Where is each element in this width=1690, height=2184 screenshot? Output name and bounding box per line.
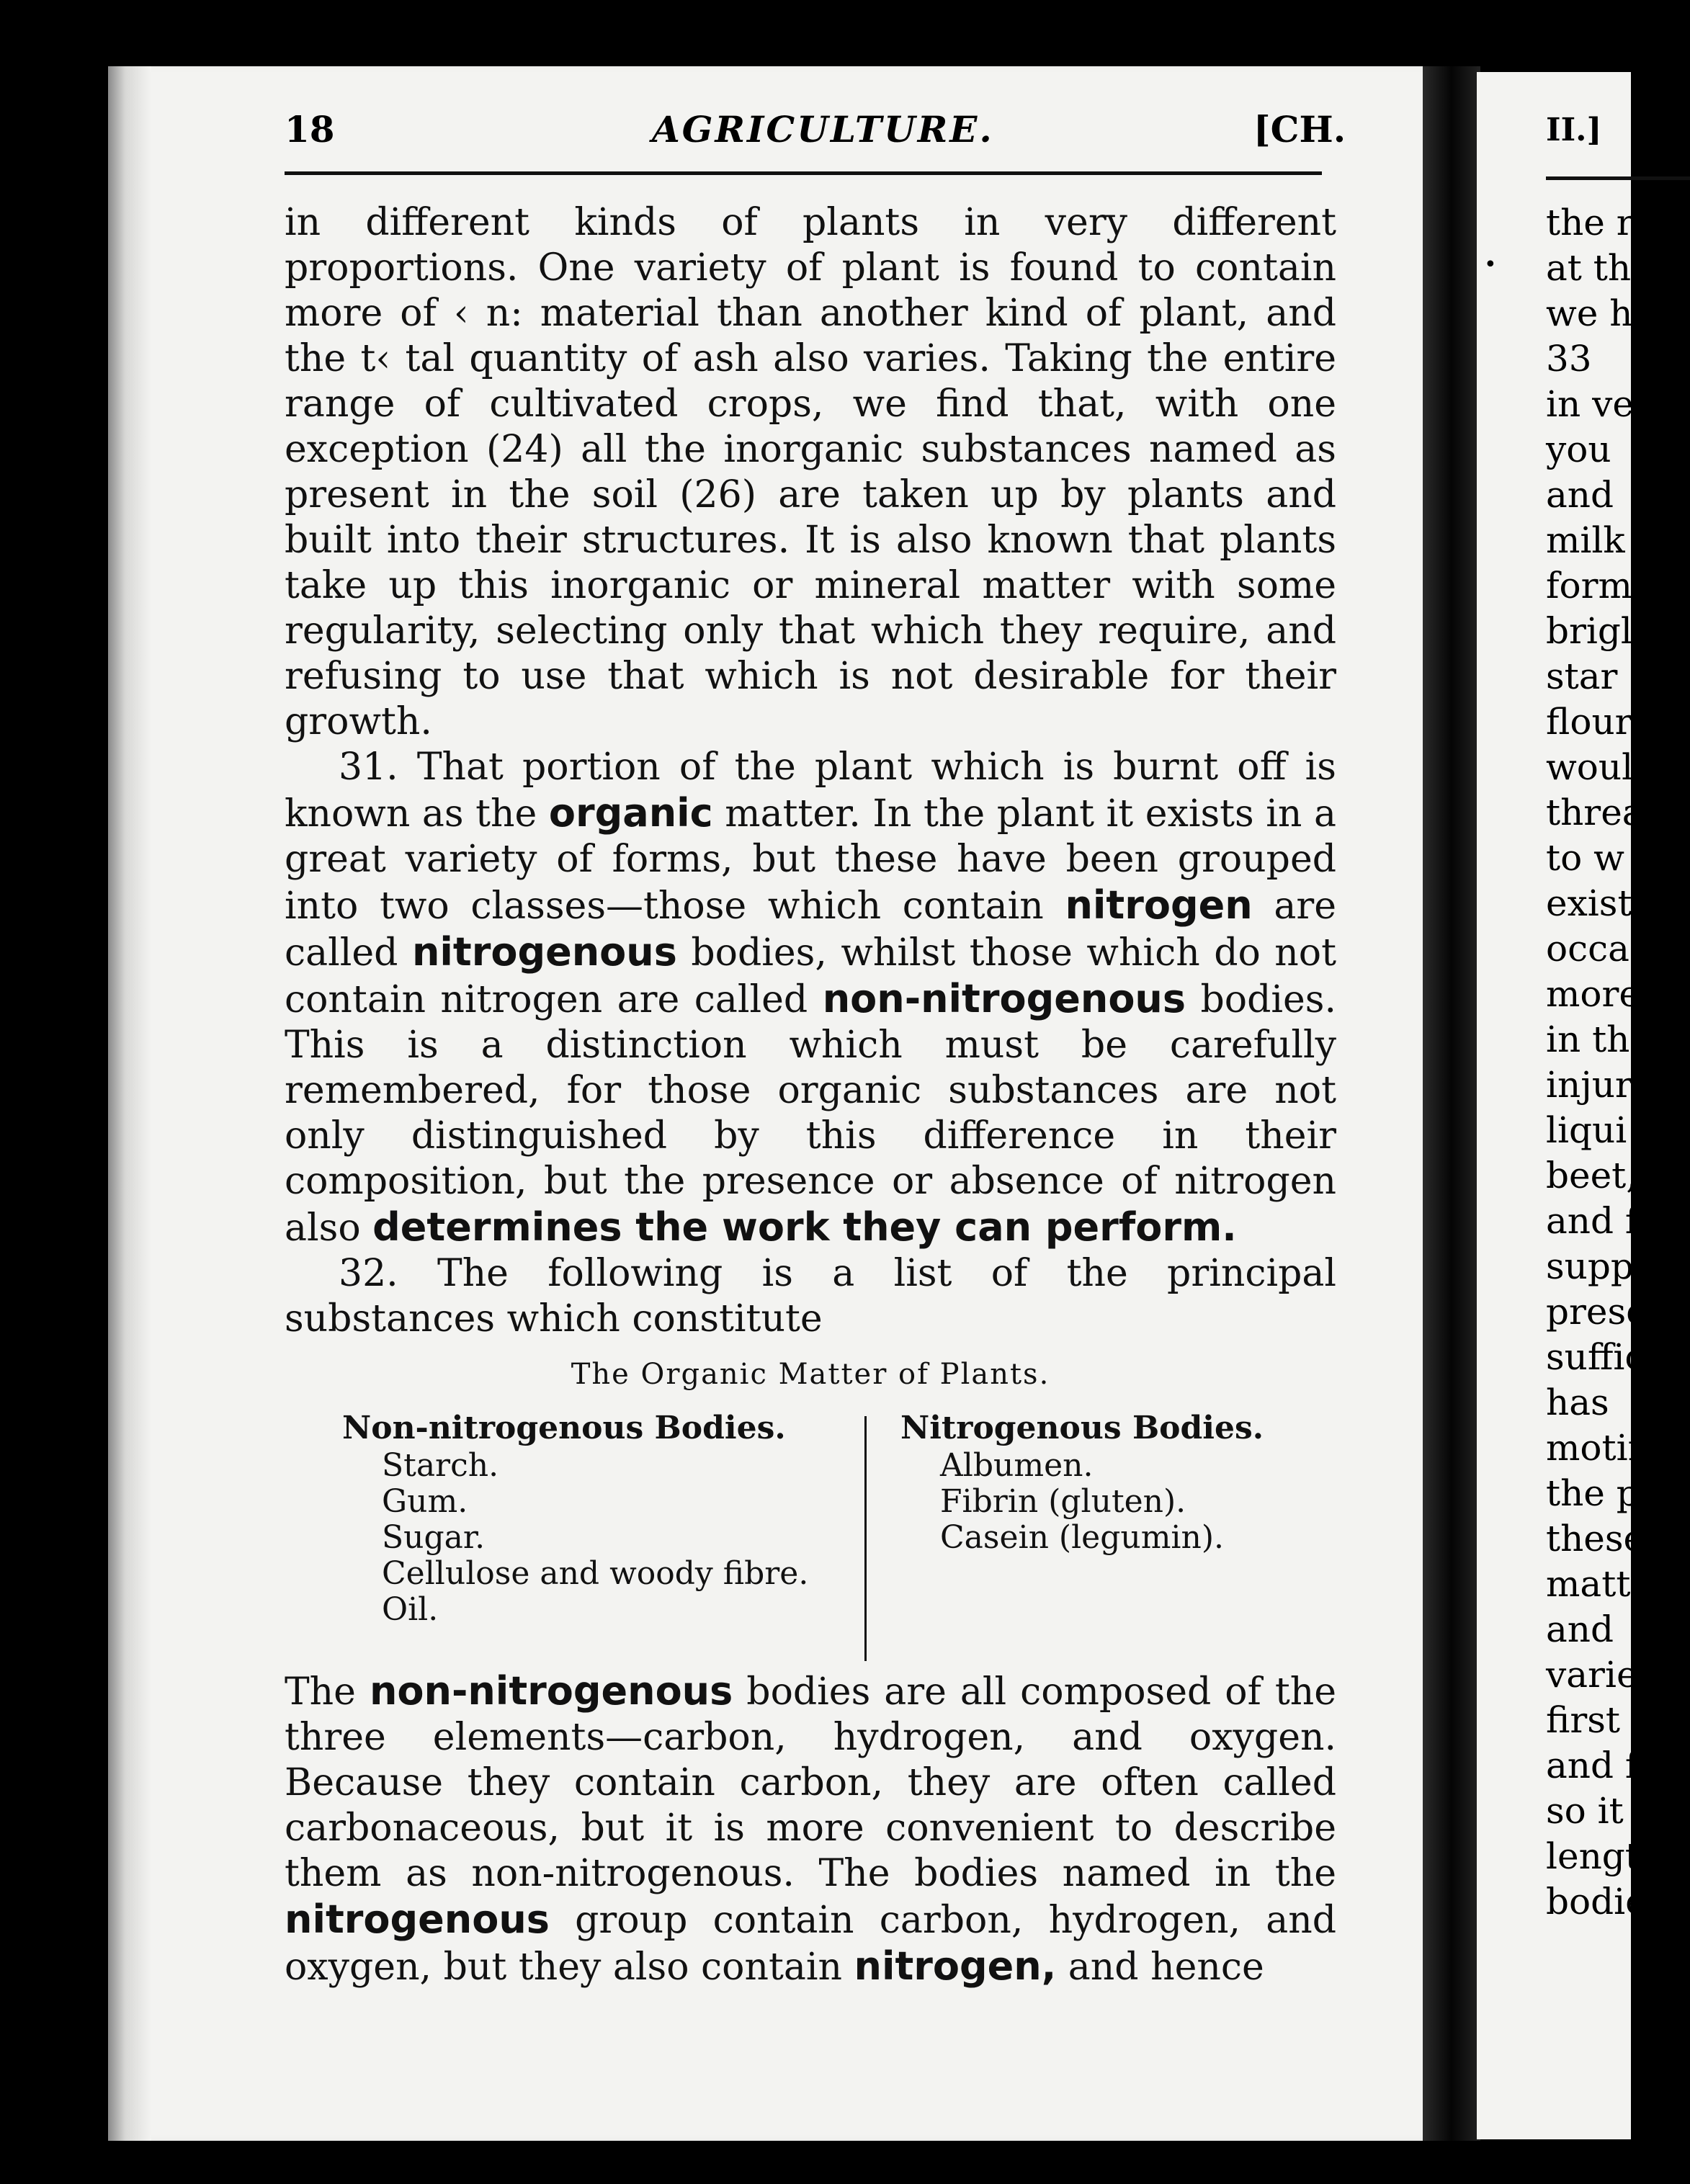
right-line-fragment: and f <box>1546 1745 1639 1786</box>
emphasis-nitrogenous: nitrogenous <box>285 1897 550 1942</box>
right-line-fragment: exist <box>1546 882 1632 924</box>
right-line-fragment: in th <box>1546 1019 1630 1060</box>
right-line-fragment: 33 <box>1546 338 1592 380</box>
text-run: The <box>285 1670 370 1714</box>
right-line-fragment: the p <box>1546 1472 1640 1514</box>
emphasis-non-nitrogenous: non-nitrogenous <box>822 976 1186 1021</box>
text-run: matter. In the plant it exists in a great variety of forms, but these have been grouped into two classes—those which contain <box>285 792 1336 928</box>
table-title: The Organic Matter of Plants. <box>571 1358 1050 1391</box>
running-head: AGRICULTURE. <box>652 108 994 151</box>
right-line-fragment: so it <box>1546 1790 1624 1832</box>
paragraph-31 <box>285 745 1336 1251</box>
non-nitrogenous-heading: Non-nitrogenous Bodies. <box>342 1410 786 1446</box>
right-running-head: II.] <box>1546 112 1602 148</box>
right-line-fragment: these <box>1546 1518 1645 1559</box>
text-run: 31. That portion of the plant which is burnt off is known as the <box>285 746 1336 836</box>
page-number: 18 <box>285 108 335 151</box>
right-line-fragment: occa <box>1546 928 1629 970</box>
right-header-rule <box>1546 176 1690 180</box>
emphasis-nitrogen: nitrogen <box>1065 882 1253 928</box>
right-line-fragment: and <box>1546 1608 1614 1650</box>
text-run: bodies. This is a distinction which must be carefully remembered, for those organic substances are not only distinguished by this difference in their composition, but the presence or absence of nitrogen also <box>285 978 1337 1250</box>
right-line-fragment: more <box>1546 973 1641 1015</box>
non-nitrogenous-column <box>342 1409 839 1628</box>
list-item: Oil. <box>382 1591 439 1628</box>
list-item: Fibrin (gluten). <box>940 1483 1186 1520</box>
right-line-fragment: in ve <box>1546 383 1634 425</box>
right-line-fragment: and <box>1546 474 1614 516</box>
right-line-fragment: we h <box>1546 292 1633 334</box>
right-line-fragment: varie <box>1546 1654 1638 1696</box>
nitrogenous-heading: Nitrogenous Bodies. <box>900 1410 1264 1446</box>
right-line-fragment: milk <box>1546 519 1625 561</box>
emphasis-non-nitrogenous: non-nitrogenous <box>369 1668 733 1714</box>
list-item: Sugar. <box>382 1519 486 1556</box>
list-item: Albumen. <box>940 1447 1094 1484</box>
right-line-fragment: injur <box>1546 1064 1632 1106</box>
right-line-fragment: has <box>1546 1382 1609 1423</box>
organic-matter-table <box>342 1409 1279 1668</box>
right-line-fragment: form <box>1546 565 1632 607</box>
body-text <box>285 200 1336 1990</box>
right-line-fragment: supp <box>1546 1245 1634 1287</box>
header-rule <box>285 171 1322 175</box>
page-header <box>285 108 1346 158</box>
book-gutter <box>1423 66 1480 2141</box>
right-line-fragment: and f <box>1546 1200 1639 1242</box>
right-line-fragment: matte <box>1546 1563 1652 1605</box>
paragraph-1: in different kinds of plants in very different proportions. One variety of plant is found to contain more of ‹ n: material than another kind of plant, and the t‹ tal quantity of ash also varies. Taking the entire range of cultivated crops, we find that, with one exception (24) all the inorganic substances named as present in the soil (26) are taken up by plants and built into their structures. It is also known that plants take up this inorganic or mineral matter with some regularity, selecting only that which they require, and refusing to use that which is not desirable for their growth. <box>285 201 1336 743</box>
right-line-fragment: bodie <box>1546 1881 1647 1923</box>
right-line-fragment: the r <box>1546 202 1634 243</box>
right-line-fragment: prese <box>1546 1291 1647 1333</box>
emphasis-organic: organic <box>548 790 713 836</box>
right-line-fragment: flour <box>1546 701 1632 743</box>
list-item: Gum. <box>382 1483 468 1520</box>
right-line-fragment: you <box>1546 429 1611 470</box>
right-line-fragment: woul <box>1546 746 1634 788</box>
text-run: bodies are all composed of the three elements—carbon, hydrogen, and oxygen. Because they contain carbon, they are often called carbonaceous, but it is more convenient to describe them as non-nitrogenous. The bodies named in the <box>285 1670 1336 1895</box>
paragraph-32: 32. The following is a list of the principal substances which constitute <box>285 1252 1336 1341</box>
list-item: Cellulose and woody fibre. <box>382 1555 809 1592</box>
list-item: Starch. <box>382 1447 499 1484</box>
right-page <box>1477 72 1652 2139</box>
right-line-fragment: first i <box>1546 1699 1643 1741</box>
nitrogenous-column <box>900 1409 1304 1556</box>
right-line-fragment: star <box>1546 655 1618 697</box>
right-line-fragment: brigl <box>1546 610 1632 652</box>
emphasis-nitrogenous: nitrogenous <box>411 929 677 975</box>
emphasis-nitrogen: nitrogen, <box>854 1943 1057 1989</box>
right-line-fragment: suffic <box>1546 1336 1645 1378</box>
right-line-fragment: motir <box>1546 1427 1645 1469</box>
text-run: group contain carbon, hydrogen, and oxygen, but they also contain <box>285 1899 1336 1989</box>
paragraph-after-table <box>285 1668 1336 1990</box>
right-line-fragment: lengt <box>1546 1835 1640 1877</box>
bullet-mark: • <box>1484 252 1497 277</box>
right-line-fragment: at th <box>1546 247 1632 289</box>
chapter-mark: [CH. <box>1253 108 1346 151</box>
right-line-fragment: threa <box>1546 792 1644 833</box>
text-run: bodies, whilst those which do not contain nitrogen are called <box>285 931 1336 1021</box>
right-line-fragment: beet, <box>1546 1155 1638 1196</box>
column-divider <box>864 1416 867 1661</box>
list-item: Casein (legumin). <box>940 1519 1224 1556</box>
text-run: are called <box>285 885 1337 975</box>
emphasis-determines: determines the work they can perform. <box>372 1204 1237 1250</box>
page-edge <box>108 66 151 2141</box>
right-line-fragment: to w <box>1546 837 1624 879</box>
right-page-text <box>1546 200 1652 1925</box>
right-line-fragment: liqui <box>1546 1109 1627 1151</box>
text-run: and hence <box>1056 1946 1264 1989</box>
